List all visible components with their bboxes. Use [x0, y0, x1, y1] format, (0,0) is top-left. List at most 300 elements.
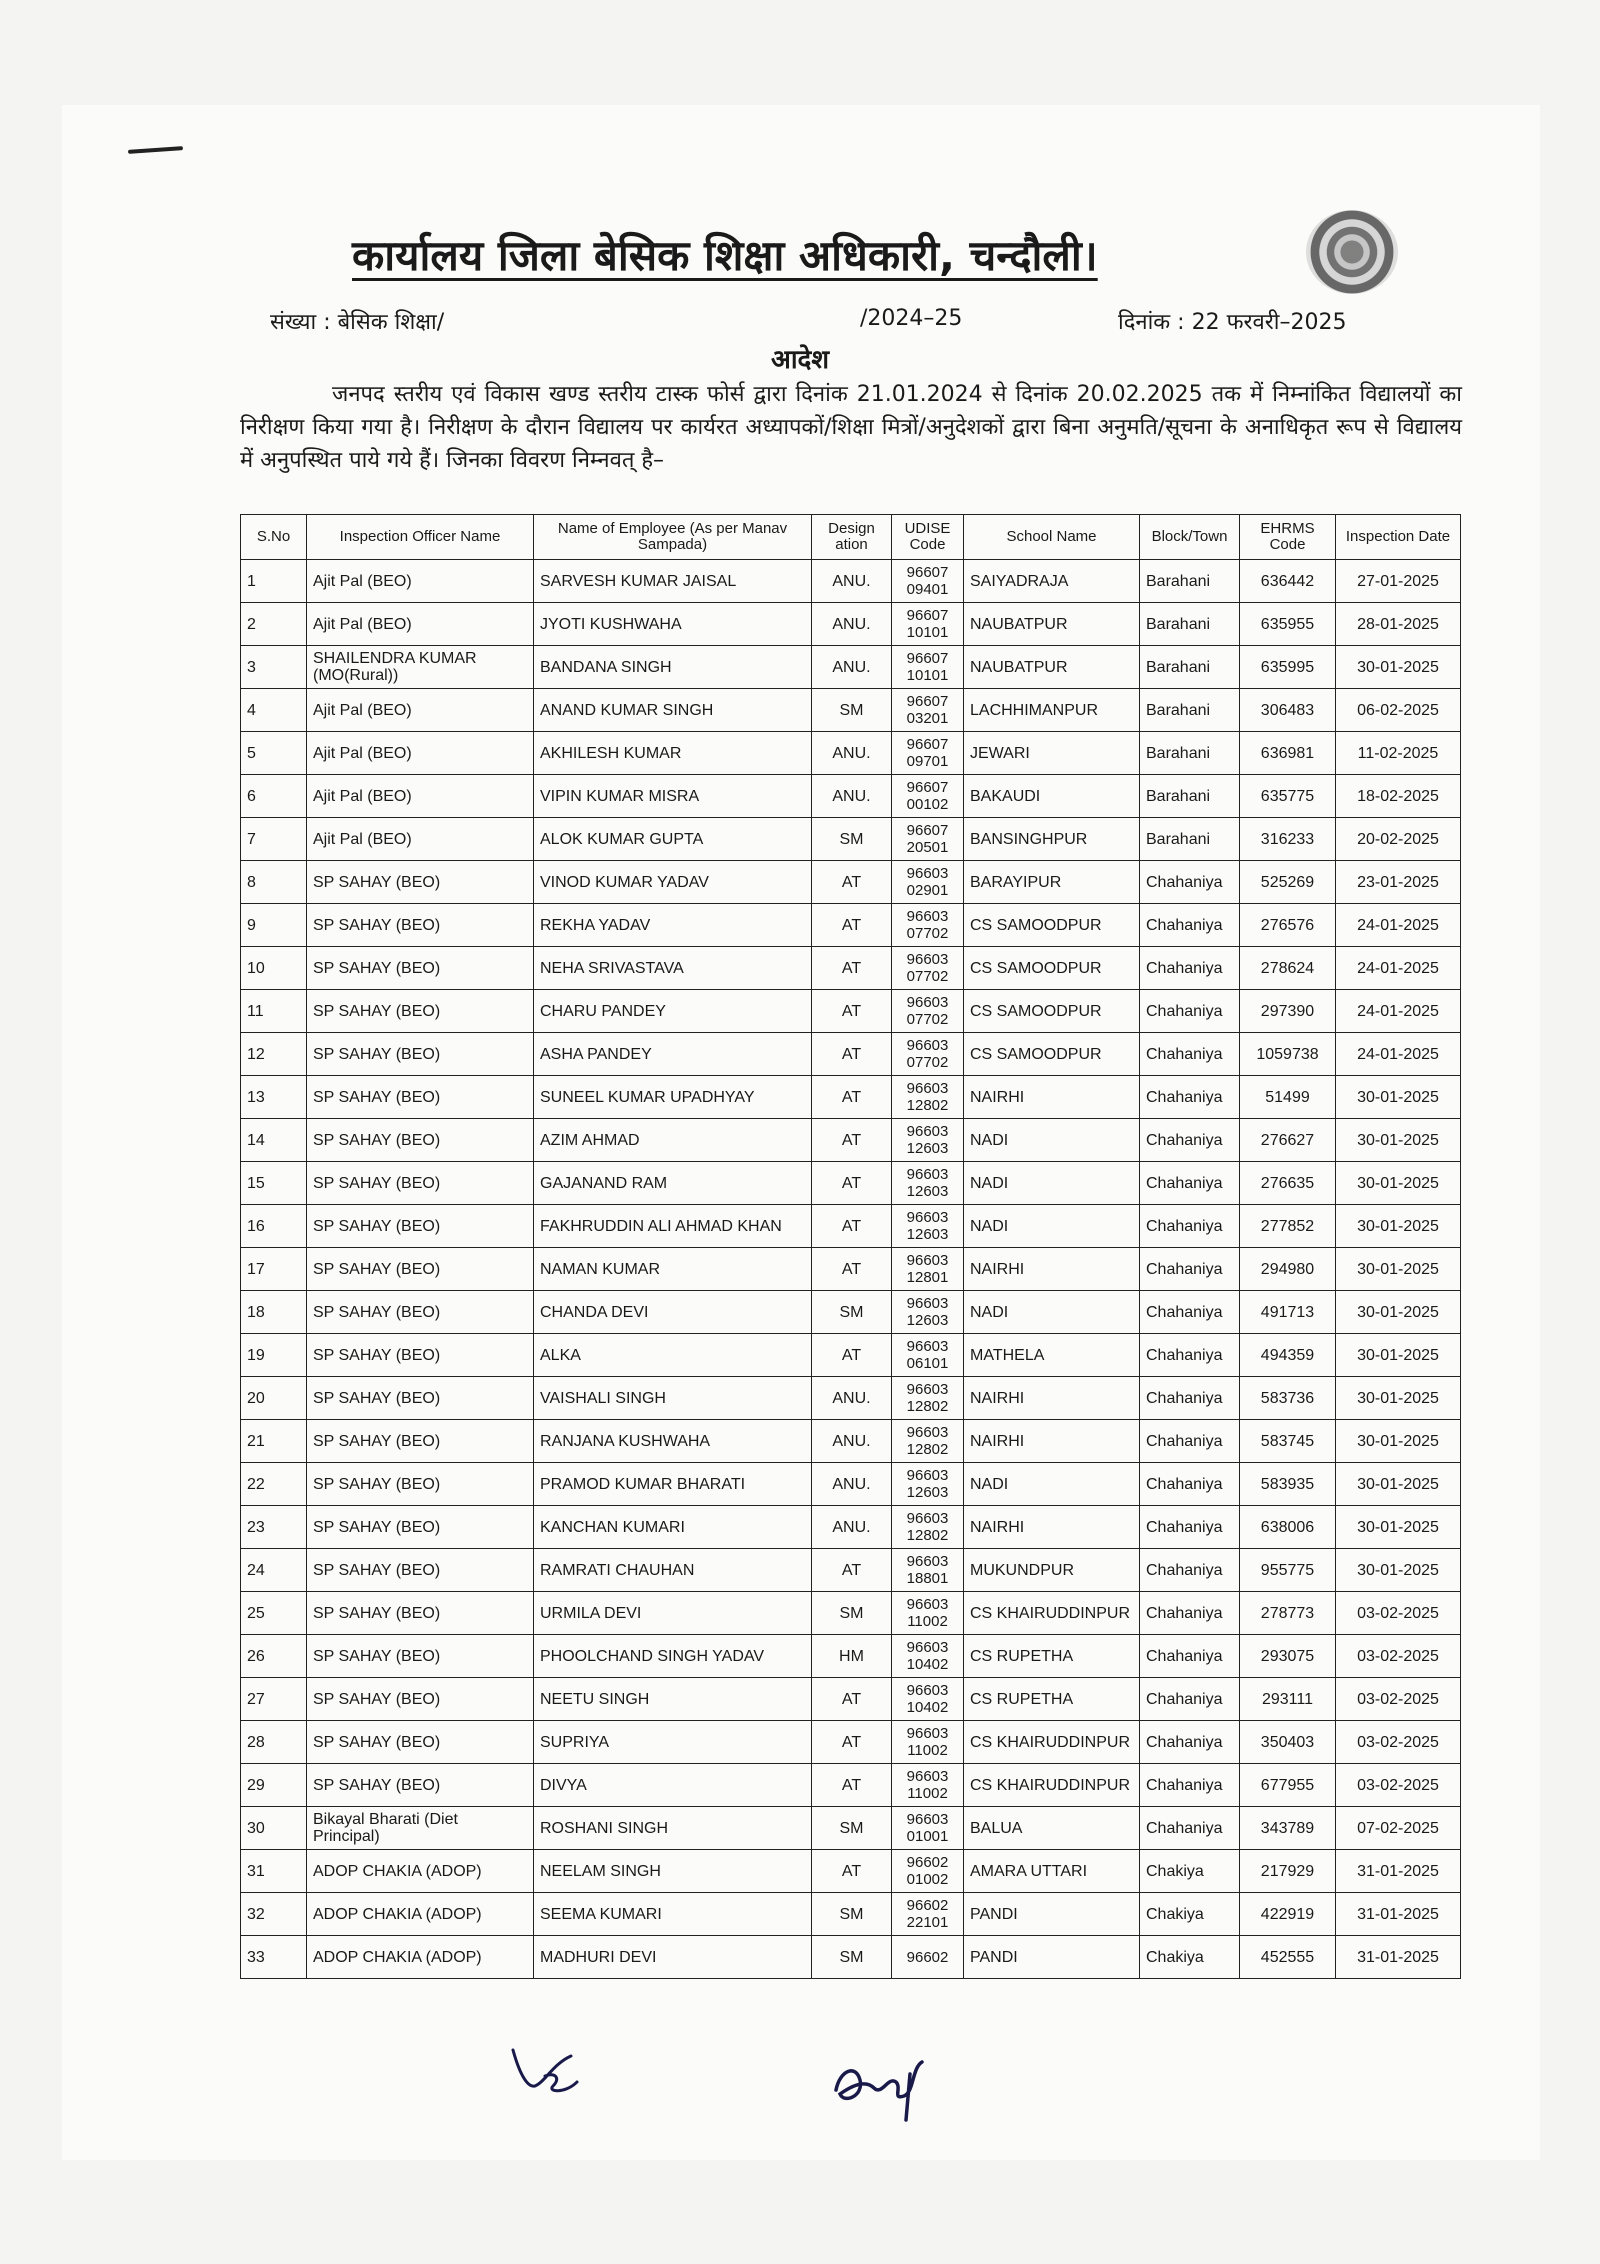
row-designation: HM [812, 1635, 892, 1678]
row-date: 30-01-2025 [1336, 1549, 1461, 1592]
row-block: Chahaniya [1140, 1033, 1240, 1076]
row-sno: 22 [241, 1463, 307, 1506]
row-designation: ANU. [812, 1377, 892, 1420]
row-date: 24-01-2025 [1336, 904, 1461, 947]
row-designation: ANU. [812, 732, 892, 775]
row-school: CS RUPETHA [964, 1678, 1140, 1721]
row-employee: PRAMOD KUMAR BHARATI [534, 1463, 812, 1506]
row-date: 30-01-2025 [1336, 1162, 1461, 1205]
row-date: 24-01-2025 [1336, 947, 1461, 990]
table-row [241, 1033, 1461, 1076]
row-officer: SP SAHAY (BEO) [307, 1119, 534, 1162]
table-row [241, 1248, 1461, 1291]
header-designation: Design ation [812, 515, 892, 560]
row-employee: KANCHAN KUMARI [534, 1506, 812, 1549]
row-block: Barahani [1140, 603, 1240, 646]
row-date: 30-01-2025 [1336, 1463, 1461, 1506]
row-date: 30-01-2025 [1336, 1248, 1461, 1291]
row-school: SAIYADRAJA [964, 560, 1140, 603]
table-row [241, 1721, 1461, 1764]
table-row [241, 1936, 1461, 1979]
row-employee: AZIM AHMAD [534, 1119, 812, 1162]
row-ehrms: 217929 [1240, 1850, 1336, 1893]
row-block: Chahaniya [1140, 904, 1240, 947]
row-udise: 96602 01002 [892, 1850, 964, 1893]
row-officer: Bikayal Bharati (Diet Principal) [307, 1807, 534, 1850]
row-udise: 96603 12603 [892, 1119, 964, 1162]
row-designation: SM [812, 1807, 892, 1850]
row-date: 31-01-2025 [1336, 1893, 1461, 1936]
row-school: NAIRHI [964, 1420, 1140, 1463]
row-sno: 30 [241, 1807, 307, 1850]
row-designation: AT [812, 861, 892, 904]
row-block: Chahaniya [1140, 861, 1240, 904]
row-officer: SP SAHAY (BEO) [307, 1721, 534, 1764]
row-ehrms: 343789 [1240, 1807, 1336, 1850]
row-officer: SP SAHAY (BEO) [307, 1635, 534, 1678]
header-officer: Inspection Officer Name [307, 515, 534, 560]
row-school: AMARA UTTARI [964, 1850, 1140, 1893]
row-udise: 96603 12603 [892, 1291, 964, 1334]
row-date: 30-01-2025 [1336, 1377, 1461, 1420]
row-officer: Ajit Pal (BEO) [307, 818, 534, 861]
row-ehrms: 635955 [1240, 603, 1336, 646]
row-school: NAUBATPUR [964, 646, 1140, 689]
row-block: Chahaniya [1140, 1076, 1240, 1119]
row-school: NAIRHI [964, 1076, 1140, 1119]
row-sno: 8 [241, 861, 307, 904]
row-school: BANSINGHPUR [964, 818, 1140, 861]
row-block: Chahaniya [1140, 1291, 1240, 1334]
row-ehrms: 51499 [1240, 1076, 1336, 1119]
row-block: Chahaniya [1140, 1334, 1240, 1377]
row-school: PANDI [964, 1893, 1140, 1936]
row-sno: 32 [241, 1893, 307, 1936]
reference-number: संख्या : बेसिक शिक्षा/ [270, 310, 445, 335]
row-designation: ANU. [812, 775, 892, 818]
row-officer: SP SAHAY (BEO) [307, 990, 534, 1033]
row-udise: 96603 10402 [892, 1635, 964, 1678]
row-employee: REKHA YADAV [534, 904, 812, 947]
row-officer: ADOP CHAKIA (ADOP) [307, 1893, 534, 1936]
row-date: 11-02-2025 [1336, 732, 1461, 775]
row-udise: 96602 [892, 1936, 964, 1979]
row-date: 06-02-2025 [1336, 689, 1461, 732]
row-officer: SP SAHAY (BEO) [307, 904, 534, 947]
row-block: Chahaniya [1140, 1807, 1240, 1850]
table-row [241, 732, 1461, 775]
row-school: BARAYIPUR [964, 861, 1140, 904]
table-row [241, 818, 1461, 861]
row-designation: ANU. [812, 560, 892, 603]
intro-paragraph: जनपद स्तरीय एवं विकास खण्ड स्तरीय टास्क फोर्स द्वारा दिनांक 21.01.2024 से दिनांक 20.02.2025 तक में निम्नांकित विद्यालयों का निरीक्षण किया गया है। निरीक्षण के दौरान विद्यालय पर कार्यरत अध्यापकों/शिक्षा मित्रों/अनुदेशकों द्वारा बिना अनुमति/सूचना के अनाधिकृत रूप से विद्यालय में अनुपस्थित पाये गये हैं। जिनका विवरण निम्नवत् है– [240, 382, 1462, 473]
session-year: /2024–25 [860, 306, 963, 331]
table-row [241, 1678, 1461, 1721]
row-udise: 96603 11002 [892, 1721, 964, 1764]
row-udise: 96607 10101 [892, 603, 964, 646]
row-designation: ANU. [812, 1506, 892, 1549]
row-school: CS SAMOODPUR [964, 904, 1140, 947]
row-block: Barahani [1140, 775, 1240, 818]
row-officer: SP SAHAY (BEO) [307, 947, 534, 990]
table-row [241, 861, 1461, 904]
row-designation: AT [812, 947, 892, 990]
row-block: Barahani [1140, 689, 1240, 732]
row-employee: CHARU PANDEY [534, 990, 812, 1033]
table-row [241, 1334, 1461, 1377]
row-block: Chahaniya [1140, 1248, 1240, 1291]
table-row [241, 1377, 1461, 1420]
table-row [241, 1807, 1461, 1850]
row-block: Chahaniya [1140, 1506, 1240, 1549]
row-officer: SP SAHAY (BEO) [307, 1764, 534, 1807]
row-ehrms: 635775 [1240, 775, 1336, 818]
row-school: MATHELA [964, 1334, 1140, 1377]
row-sno: 5 [241, 732, 307, 775]
header-udise: UDISE Code [892, 515, 964, 560]
row-sno: 12 [241, 1033, 307, 1076]
header-school: School Name [964, 515, 1140, 560]
row-designation: ANU. [812, 1420, 892, 1463]
table-row [241, 1291, 1461, 1334]
row-ehrms: 278624 [1240, 947, 1336, 990]
order-title: आदेश [770, 345, 830, 375]
table-row [241, 775, 1461, 818]
row-block: Barahani [1140, 732, 1240, 775]
row-designation: AT [812, 990, 892, 1033]
row-school: CS RUPETHA [964, 1635, 1140, 1678]
row-date: 30-01-2025 [1336, 1334, 1461, 1377]
row-employee: VINOD KUMAR YADAV [534, 861, 812, 904]
row-officer: SP SAHAY (BEO) [307, 1678, 534, 1721]
signature-initial [505, 2042, 595, 2112]
row-ehrms: 955775 [1240, 1549, 1336, 1592]
row-sno: 10 [241, 947, 307, 990]
row-employee: PHOOLCHAND SINGH YADAV [534, 1635, 812, 1678]
table-body [241, 560, 1461, 1979]
row-officer: SHAILENDRA KUMAR (MO(Rural)) [307, 646, 534, 689]
row-block: Chahaniya [1140, 1678, 1240, 1721]
table-row [241, 947, 1461, 990]
table-row [241, 1119, 1461, 1162]
row-employee: VIPIN KUMAR MISRA [534, 775, 812, 818]
table-row [241, 1205, 1461, 1248]
row-udise: 96607 20501 [892, 818, 964, 861]
row-designation: SM [812, 1936, 892, 1979]
header-date: Inspection Date [1336, 515, 1461, 560]
row-school: NAIRHI [964, 1506, 1140, 1549]
row-designation: SM [812, 1592, 892, 1635]
row-block: Chahaniya [1140, 1420, 1240, 1463]
row-ehrms: 294980 [1240, 1248, 1336, 1291]
row-ehrms: 293075 [1240, 1635, 1336, 1678]
row-ehrms: 278773 [1240, 1592, 1336, 1635]
row-ehrms: 635995 [1240, 646, 1336, 689]
row-udise: 96603 11002 [892, 1764, 964, 1807]
row-udise: 96603 12802 [892, 1377, 964, 1420]
row-officer: SP SAHAY (BEO) [307, 1248, 534, 1291]
row-employee: DIVYA [534, 1764, 812, 1807]
row-date: 27-01-2025 [1336, 560, 1461, 603]
row-employee: ALKA [534, 1334, 812, 1377]
row-udise: 96603 07702 [892, 990, 964, 1033]
row-sno: 3 [241, 646, 307, 689]
row-ehrms: 491713 [1240, 1291, 1336, 1334]
row-employee: JYOTI KUSHWAHA [534, 603, 812, 646]
row-designation: AT [812, 904, 892, 947]
row-officer: SP SAHAY (BEO) [307, 1076, 534, 1119]
row-sno: 20 [241, 1377, 307, 1420]
row-officer: SP SAHAY (BEO) [307, 1592, 534, 1635]
row-officer: Ajit Pal (BEO) [307, 603, 534, 646]
row-sno: 9 [241, 904, 307, 947]
row-employee: SUPRIYA [534, 1721, 812, 1764]
row-officer: Ajit Pal (BEO) [307, 775, 534, 818]
row-block: Chahaniya [1140, 1162, 1240, 1205]
row-ehrms: 452555 [1240, 1936, 1336, 1979]
table-row [241, 1893, 1461, 1936]
row-ehrms: 276576 [1240, 904, 1336, 947]
row-designation: AT [812, 1119, 892, 1162]
row-officer: Ajit Pal (BEO) [307, 732, 534, 775]
row-date: 24-01-2025 [1336, 990, 1461, 1033]
row-block: Chahaniya [1140, 1764, 1240, 1807]
header-ehrms: EHRMS Code [1240, 515, 1336, 560]
row-employee: CHANDA DEVI [534, 1291, 812, 1334]
row-ehrms: 350403 [1240, 1721, 1336, 1764]
row-ehrms: 306483 [1240, 689, 1336, 732]
row-sno: 17 [241, 1248, 307, 1291]
row-officer: ADOP CHAKIA (ADOP) [307, 1936, 534, 1979]
row-date: 30-01-2025 [1336, 646, 1461, 689]
row-udise: 96603 10402 [892, 1678, 964, 1721]
row-sno: 15 [241, 1162, 307, 1205]
row-block: Chahaniya [1140, 1463, 1240, 1506]
row-employee: AKHILESH KUMAR [534, 732, 812, 775]
table-row [241, 904, 1461, 947]
row-udise: 96603 12603 [892, 1463, 964, 1506]
row-school: NADI [964, 1162, 1140, 1205]
row-sno: 13 [241, 1076, 307, 1119]
row-school: NADI [964, 1119, 1140, 1162]
table-row [241, 1549, 1461, 1592]
row-employee: RAMRATI CHAUHAN [534, 1549, 812, 1592]
row-block: Chahaniya [1140, 947, 1240, 990]
table-row [241, 1850, 1461, 1893]
row-designation: ANU. [812, 646, 892, 689]
header-employee: Name of Employee (As per Manav Sampada) [534, 515, 812, 560]
row-sno: 14 [241, 1119, 307, 1162]
row-employee: VAISHALI SINGH [534, 1377, 812, 1420]
row-officer: Ajit Pal (BEO) [307, 560, 534, 603]
row-block: Chahaniya [1140, 1549, 1240, 1592]
row-designation: SM [812, 1893, 892, 1936]
row-udise: 96607 09401 [892, 560, 964, 603]
row-sno: 25 [241, 1592, 307, 1635]
row-date: 03-02-2025 [1336, 1764, 1461, 1807]
row-date: 31-01-2025 [1336, 1936, 1461, 1979]
table-row [241, 1463, 1461, 1506]
row-designation: AT [812, 1764, 892, 1807]
row-ehrms: 583736 [1240, 1377, 1336, 1420]
row-officer: SP SAHAY (BEO) [307, 1506, 534, 1549]
row-school: NAIRHI [964, 1248, 1140, 1291]
table-row [241, 1076, 1461, 1119]
table-row [241, 603, 1461, 646]
row-block: Chahaniya [1140, 1721, 1240, 1764]
row-ehrms: 583935 [1240, 1463, 1336, 1506]
row-school: CS KHAIRUDDINPUR [964, 1721, 1140, 1764]
row-ehrms: 525269 [1240, 861, 1336, 904]
row-udise: 96607 00102 [892, 775, 964, 818]
row-block: Chahaniya [1140, 1635, 1240, 1678]
row-school: JEWARI [964, 732, 1140, 775]
row-ehrms: 1059738 [1240, 1033, 1336, 1076]
row-block: Chakiya [1140, 1936, 1240, 1979]
row-ehrms: 638006 [1240, 1506, 1336, 1549]
row-designation: ANU. [812, 1463, 892, 1506]
row-sno: 21 [241, 1420, 307, 1463]
row-date: 03-02-2025 [1336, 1592, 1461, 1635]
row-employee: ANAND KUMAR SINGH [534, 689, 812, 732]
row-block: Barahani [1140, 560, 1240, 603]
row-block: Barahani [1140, 818, 1240, 861]
row-school: NADI [964, 1291, 1140, 1334]
row-date: 03-02-2025 [1336, 1721, 1461, 1764]
row-school: CS SAMOODPUR [964, 990, 1140, 1033]
row-ehrms: 583745 [1240, 1420, 1336, 1463]
row-sno: 1 [241, 560, 307, 603]
row-date: 03-02-2025 [1336, 1678, 1461, 1721]
row-ehrms: 316233 [1240, 818, 1336, 861]
row-designation: AT [812, 1162, 892, 1205]
row-employee: RANJANA KUSHWAHA [534, 1420, 812, 1463]
row-ehrms: 297390 [1240, 990, 1336, 1033]
row-udise: 96607 10101 [892, 646, 964, 689]
row-designation: AT [812, 1334, 892, 1377]
row-sno: 4 [241, 689, 307, 732]
row-designation: AT [812, 1850, 892, 1893]
row-sno: 19 [241, 1334, 307, 1377]
row-udise: 96603 12603 [892, 1162, 964, 1205]
row-date: 30-01-2025 [1336, 1420, 1461, 1463]
row-udise: 96602 22101 [892, 1893, 964, 1936]
row-date: 28-01-2025 [1336, 603, 1461, 646]
row-udise: 96603 11002 [892, 1592, 964, 1635]
row-designation: SM [812, 1291, 892, 1334]
row-designation: AT [812, 1076, 892, 1119]
row-employee: NEETU SINGH [534, 1678, 812, 1721]
row-designation: AT [812, 1033, 892, 1076]
row-block: Chahaniya [1140, 1119, 1240, 1162]
row-date: 31-01-2025 [1336, 1850, 1461, 1893]
row-employee: NEELAM SINGH [534, 1850, 812, 1893]
row-officer: SP SAHAY (BEO) [307, 1334, 534, 1377]
table-row [241, 689, 1461, 732]
row-officer: SP SAHAY (BEO) [307, 1033, 534, 1076]
row-block: Chahaniya [1140, 990, 1240, 1033]
row-officer: SP SAHAY (BEO) [307, 1420, 534, 1463]
row-udise: 96607 03201 [892, 689, 964, 732]
row-date: 30-01-2025 [1336, 1506, 1461, 1549]
row-date: 20-02-2025 [1336, 818, 1461, 861]
row-date: 30-01-2025 [1336, 1119, 1461, 1162]
office-seal [1306, 210, 1398, 294]
row-ehrms: 276635 [1240, 1162, 1336, 1205]
row-designation: AT [812, 1248, 892, 1291]
order-date: दिनांक : 22 फरवरी–2025 [1118, 310, 1347, 335]
row-school: PANDI [964, 1936, 1140, 1979]
row-school: CS SAMOODPUR [964, 947, 1140, 990]
row-udise: 96603 06101 [892, 1334, 964, 1377]
row-date: 30-01-2025 [1336, 1076, 1461, 1119]
row-date: 23-01-2025 [1336, 861, 1461, 904]
row-sno: 7 [241, 818, 307, 861]
row-sno: 27 [241, 1678, 307, 1721]
row-school: CS KHAIRUDDINPUR [964, 1592, 1140, 1635]
row-sno: 11 [241, 990, 307, 1033]
row-udise: 96607 09701 [892, 732, 964, 775]
row-udise: 96603 12603 [892, 1205, 964, 1248]
row-employee: SARVESH KUMAR JAISAL [534, 560, 812, 603]
row-officer: SP SAHAY (BEO) [307, 861, 534, 904]
row-employee: NEHA SRIVASTAVA [534, 947, 812, 990]
row-school: CS KHAIRUDDINPUR [964, 1764, 1140, 1807]
row-employee: BANDANA SINGH [534, 646, 812, 689]
row-block: Chakiya [1140, 1850, 1240, 1893]
row-sno: 18 [241, 1291, 307, 1334]
row-school: CS SAMOODPUR [964, 1033, 1140, 1076]
row-officer: SP SAHAY (BEO) [307, 1291, 534, 1334]
row-udise: 96603 02901 [892, 861, 964, 904]
row-date: 30-01-2025 [1336, 1205, 1461, 1248]
row-employee: SEEMA KUMARI [534, 1893, 812, 1936]
row-designation: AT [812, 1549, 892, 1592]
row-udise: 96603 12802 [892, 1420, 964, 1463]
row-school: NAIRHI [964, 1377, 1140, 1420]
row-sno: 26 [241, 1635, 307, 1678]
row-employee: NAMAN KUMAR [534, 1248, 812, 1291]
row-designation: SM [812, 689, 892, 732]
row-sno: 28 [241, 1721, 307, 1764]
row-sno: 31 [241, 1850, 307, 1893]
row-udise: 96603 01001 [892, 1807, 964, 1850]
row-udise: 96603 18801 [892, 1549, 964, 1592]
row-udise: 96603 12802 [892, 1506, 964, 1549]
inspection-table [240, 514, 1461, 1979]
row-date: 18-02-2025 [1336, 775, 1461, 818]
row-block: Chahaniya [1140, 1205, 1240, 1248]
row-designation: AT [812, 1205, 892, 1248]
row-officer: SP SAHAY (BEO) [307, 1377, 534, 1420]
row-employee: URMILA DEVI [534, 1592, 812, 1635]
table-row [241, 1162, 1461, 1205]
office-title: कार्यालय जिला बेसिक शिक्षा अधिकारी, चन्दौली। [352, 231, 1098, 280]
row-sno: 24 [241, 1549, 307, 1592]
row-designation: SM [812, 818, 892, 861]
row-officer: SP SAHAY (BEO) [307, 1205, 534, 1248]
row-date: 07-02-2025 [1336, 1807, 1461, 1850]
table-row [241, 1506, 1461, 1549]
row-school: MUKUNDPUR [964, 1549, 1140, 1592]
row-designation: ANU. [812, 603, 892, 646]
row-employee: ASHA PANDEY [534, 1033, 812, 1076]
row-ehrms: 276627 [1240, 1119, 1336, 1162]
row-ehrms: 636442 [1240, 560, 1336, 603]
row-date: 24-01-2025 [1336, 1033, 1461, 1076]
row-ehrms: 293111 [1240, 1678, 1336, 1721]
row-ehrms: 636981 [1240, 732, 1336, 775]
